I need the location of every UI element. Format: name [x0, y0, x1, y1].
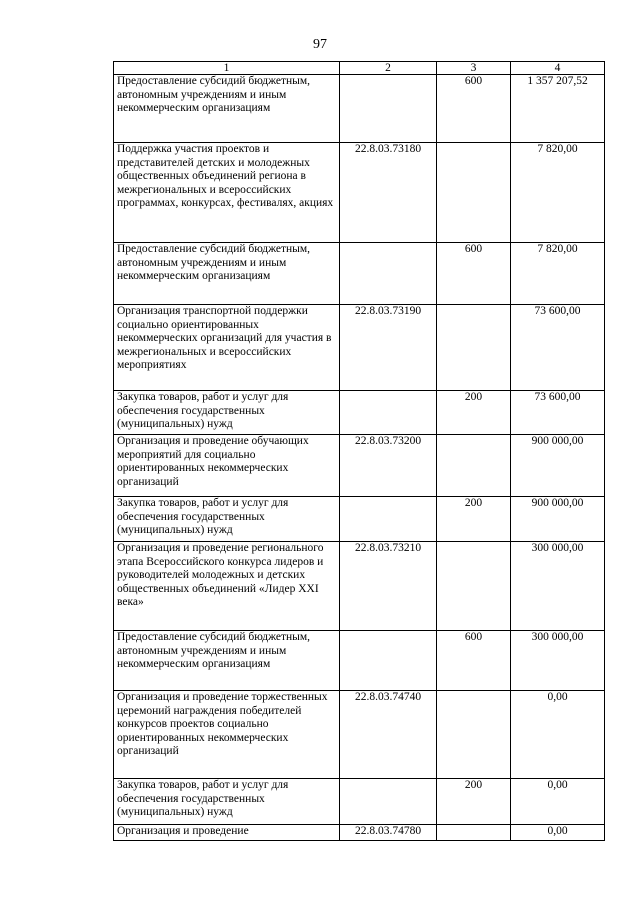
row-amount: 0,00 [511, 825, 605, 841]
row-amount: 900 000,00 [511, 497, 605, 542]
row-type: 600 [437, 243, 511, 305]
row-type [437, 305, 511, 391]
row-type [437, 691, 511, 779]
table-row [114, 779, 605, 825]
row-name: Организация и проведение торжественных церемоний награждения победителей конкурсов проектов социально ориентированных некоммерческих организаций [114, 691, 340, 779]
row-code [340, 497, 437, 542]
row-code: 22.8.03.73210 [340, 542, 437, 631]
row-code [340, 75, 437, 143]
row-type: 200 [437, 779, 511, 825]
row-name: Организация транспортной поддержки социально ориентированных некоммерческих организаций для участия в межрегиональных и всероссийских мероприятиях [114, 305, 340, 391]
row-code [340, 391, 437, 435]
row-name: Закупка товаров, работ и услуг для обеспечения государственных (муниципальных) нужд [114, 391, 340, 435]
table-row [114, 497, 605, 542]
row-type [437, 542, 511, 631]
row-code [340, 243, 437, 305]
table-row [114, 75, 605, 143]
column-header-3: 3 [437, 62, 511, 75]
row-amount: 73 600,00 [511, 305, 605, 391]
table-row [114, 691, 605, 779]
row-type [437, 435, 511, 497]
column-header-2: 2 [340, 62, 437, 75]
table-row [114, 143, 605, 243]
row-code: 22.8.03.73190 [340, 305, 437, 391]
row-amount: 7 820,00 [511, 243, 605, 305]
row-code [340, 779, 437, 825]
row-name: Предоставление субсидий бюджетным, автономным учреждениям и иным некоммерческим организациям [114, 631, 340, 691]
row-name: Предоставление субсидий бюджетным, автономным учреждениям и иным некоммерческим организациям [114, 243, 340, 305]
row-name: Закупка товаров, работ и услуг для обеспечения государственных (муниципальных) нужд [114, 497, 340, 542]
table-row [114, 631, 605, 691]
row-type: 600 [437, 631, 511, 691]
row-amount: 73 600,00 [511, 391, 605, 435]
row-amount: 900 000,00 [511, 435, 605, 497]
table-row [114, 542, 605, 631]
row-code: 22.8.03.73200 [340, 435, 437, 497]
row-amount: 7 820,00 [511, 143, 605, 243]
table-row [114, 305, 605, 391]
row-code: 22.8.03.74780 [340, 825, 437, 841]
row-type: 200 [437, 391, 511, 435]
table-row [114, 825, 605, 841]
row-name: Предоставление субсидий бюджетным, автономным учреждениям и иным некоммерческим организациям [114, 75, 340, 143]
row-type: 600 [437, 75, 511, 143]
row-amount: 300 000,00 [511, 631, 605, 691]
table-row [114, 243, 605, 305]
row-name: Организация и проведение [114, 825, 340, 841]
row-amount: 300 000,00 [511, 542, 605, 631]
row-name: Поддержка участия проектов и представителей детских и молодежных общественных объединений региона в межрегиональных и всероссийских программах, конкурсах, фестивалях, акциях [114, 143, 340, 243]
budget-table [113, 61, 605, 841]
table-row [114, 435, 605, 497]
row-name: Организация и проведение обучающих мероприятий для социально ориентированных некоммерческих организаций [114, 435, 340, 497]
row-name: Организация и проведение регионального этапа Всероссийского конкурса лидеров и руководителей молодежных и детских общественных объединений «Лидер XXI века» [114, 542, 340, 631]
table-row [114, 391, 605, 435]
column-header-4: 4 [511, 62, 605, 75]
row-amount: 1 357 207,52 [511, 75, 605, 143]
header-row [114, 62, 605, 75]
page-number: 97 [313, 37, 327, 52]
row-amount: 0,00 [511, 691, 605, 779]
row-code [340, 631, 437, 691]
row-name: Закупка товаров, работ и услуг для обеспечения государственных (муниципальных) нужд [114, 779, 340, 825]
row-type [437, 143, 511, 243]
row-code: 22.8.03.74740 [340, 691, 437, 779]
column-header-1: 1 [114, 62, 340, 75]
row-type [437, 825, 511, 841]
row-amount: 0,00 [511, 779, 605, 825]
row-type: 200 [437, 497, 511, 542]
row-code: 22.8.03.73180 [340, 143, 437, 243]
